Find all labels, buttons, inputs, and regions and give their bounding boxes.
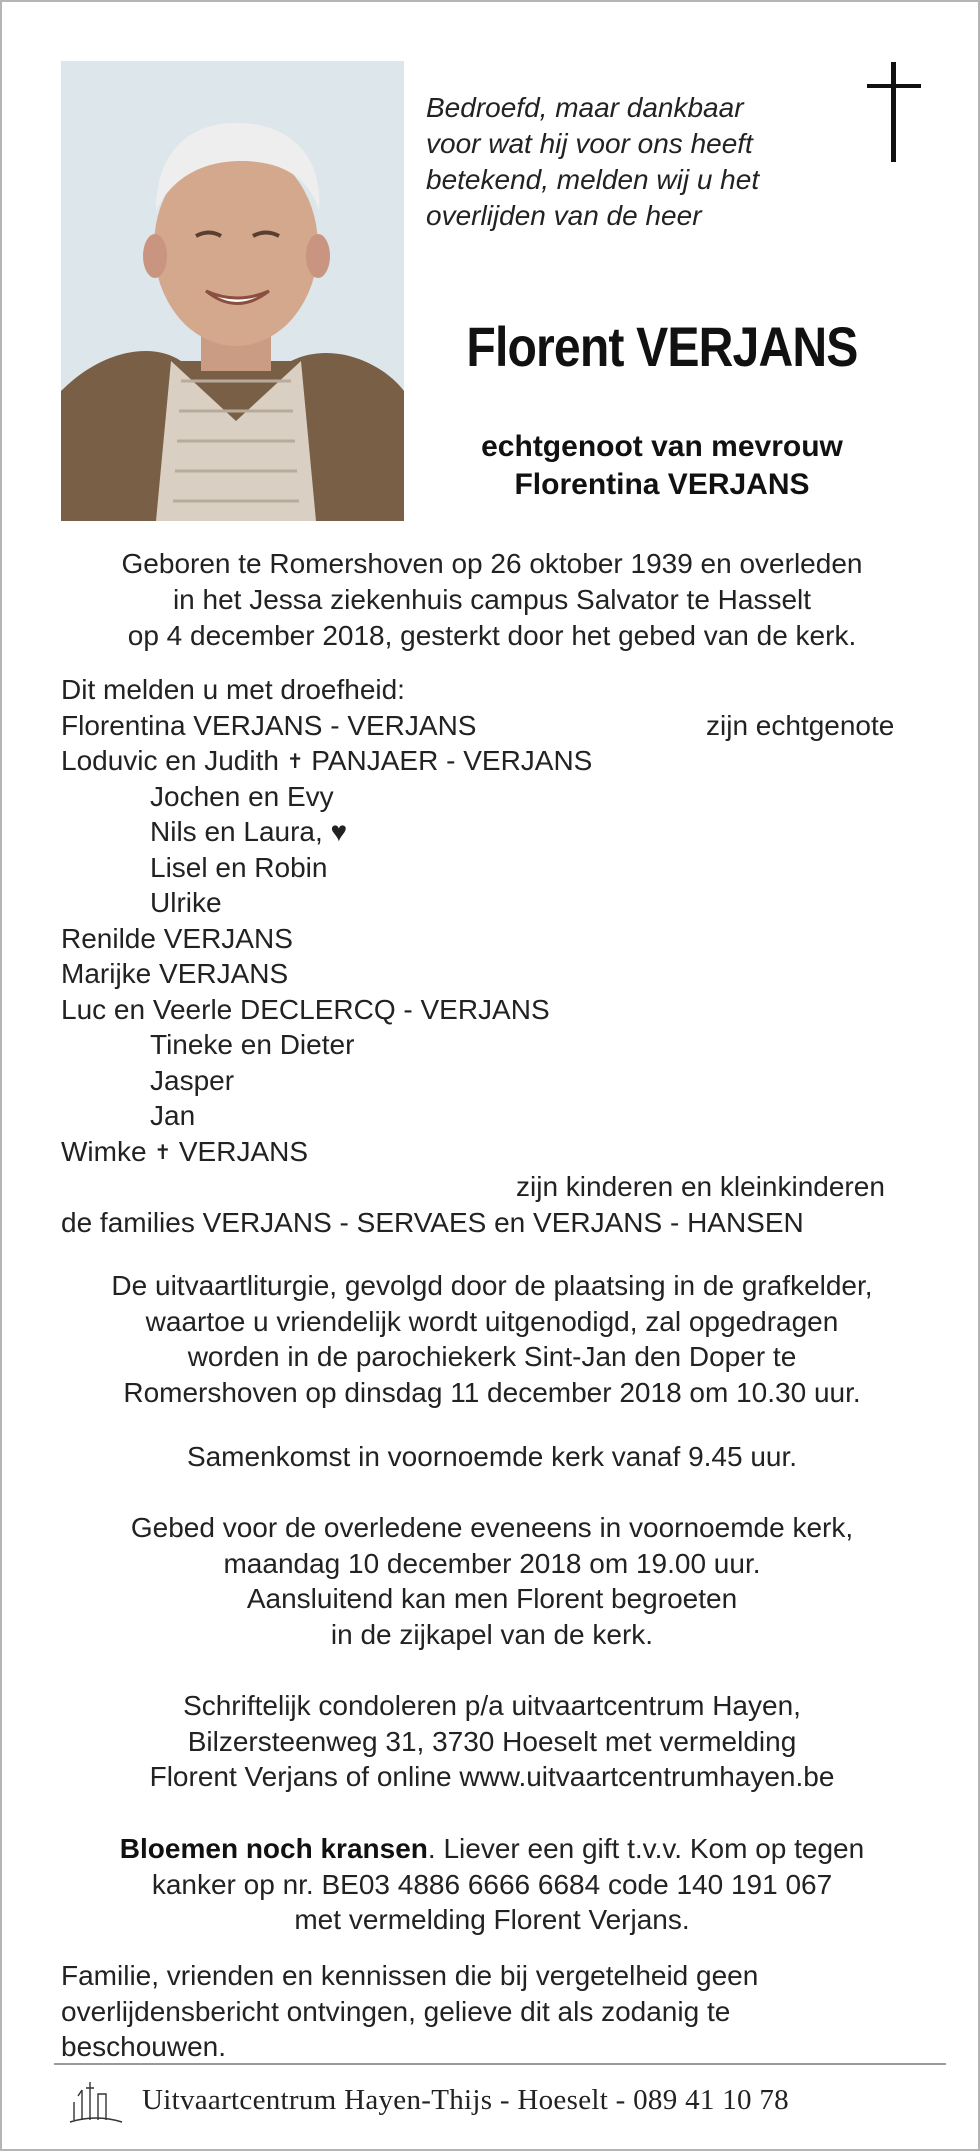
- family-row: Jochen en Evy: [150, 780, 334, 812]
- funeral-line: De uitvaartliturgie, gevolgd door de plaatsing in de grafkelder,: [111, 1270, 873, 1301]
- cross-icon: [864, 62, 924, 162]
- prayer-line: Gebed voor de overledene eveneens in voornoemde kerk,: [130, 1512, 854, 1543]
- prayer-line: in de zijkapel van de kerk.: [330, 1618, 654, 1650]
- birth-line: op 4 december 2018, gesterkt door het gebed van de kerk.: [127, 620, 857, 651]
- family-row: de families VERJANS - SERVAES en VERJANS - HANSEN: [61, 1206, 804, 1238]
- funeral-info: [42, 1268, 942, 1410]
- cross-icon: ✝: [154, 1141, 172, 1164]
- prayer-info: [42, 1510, 942, 1652]
- funeral-home-logo-icon: [66, 2076, 126, 2126]
- condolence-line: Florent Verjans of online www.uitvaartcentrumhayen.be: [149, 1761, 835, 1792]
- flowers-info: [42, 1831, 942, 1938]
- funeral-line: worden in de parochiekerk Sint-Jan den Doper te: [187, 1341, 797, 1372]
- flowers-text: . Liever een gift t.v.v. Kom op tegen: [427, 1833, 865, 1864]
- intro-line: Bedroefd, maar dankbaar: [426, 92, 744, 123]
- birth-line: in het Jessa ziekenhuis campus Salvator te Hasselt: [172, 584, 812, 615]
- family-row: Ulrike: [150, 887, 222, 918]
- flowers-heading: Bloemen noch kransen: [119, 1833, 428, 1864]
- portrait-illustration: [61, 61, 404, 521]
- family-intro: Dit melden u met droefheid:: [61, 674, 405, 705]
- gathering-info: [42, 1439, 942, 1475]
- flowers-line: kanker op nr. BE03 4886 6666 6684 code 140 191 067: [151, 1868, 833, 1900]
- deceased-name: Florent VERJANS: [466, 315, 858, 378]
- family-row: Renilde VERJANS: [61, 922, 293, 954]
- gathering-line: Samenkomst in voornoemde kerk vanaf 9.45 uur.: [186, 1441, 798, 1472]
- funeral-line: Romershoven op dinsdag 11 december 2018 om 10.30 uur.: [123, 1376, 861, 1408]
- heart-icon: ♥: [330, 816, 348, 847]
- family-row: [61, 743, 931, 779]
- intro-line: voor wat hij voor ons heeft: [426, 128, 753, 159]
- flowers-line: [42, 1831, 942, 1867]
- closing-line: Familie, vrienden en kennissen die bij vergetelheid geen: [61, 1960, 759, 1991]
- spouse-line: Florentina VERJANS: [514, 468, 810, 501]
- family-row: Marijke VERJANS: [61, 958, 289, 989]
- condolence-line: Schriftelijk condoleren p/a uitvaartcentrum Hayen,: [183, 1690, 801, 1721]
- footer-divider: [54, 2063, 946, 2065]
- intro-line: overlijden van de heer: [426, 200, 702, 231]
- closing-line: overlijdensbericht ontvingen, gelieve dit als zodanig te: [61, 1995, 731, 2027]
- family-member: VERJANS: [178, 1135, 309, 1167]
- prayer-line: maandag 10 december 2018 om 19.00 uur.: [223, 1547, 761, 1579]
- condolence-info: [42, 1688, 942, 1795]
- funeral-line: waartoe u vriendelijk wordt uitgenodigd, zal opgedragen: [145, 1305, 839, 1337]
- family-member: Nils en Laura,: [150, 816, 323, 847]
- flowers-line: met vermelding Florent Verjans.: [294, 1904, 690, 1935]
- birth-line: Geboren te Romershoven op 26 oktober 1939 en overleden: [121, 548, 863, 579]
- intro-text: [426, 90, 826, 234]
- family-member: Loduvic en Judith: [61, 745, 279, 776]
- cross-icon: ✝: [286, 751, 304, 773]
- family-member: PANJAER - VERJANS: [311, 745, 593, 776]
- birth-death-info: [42, 546, 942, 654]
- family-row: [61, 708, 931, 744]
- family-row: [61, 1169, 931, 1205]
- family-row: Jan: [150, 1100, 196, 1131]
- family-member: Wimke: [61, 1135, 147, 1167]
- family-list: [61, 672, 931, 1240]
- closing-text: [61, 1958, 931, 2065]
- family-row: Lisel en Robin: [150, 851, 328, 883]
- footer-text: Uitvaartcentrum Hayen-Thijs - Hoeselt - 089 41 10 78: [142, 2084, 789, 2116]
- family-member: Florentina VERJANS - VERJANS: [61, 709, 477, 741]
- footer: [62, 2074, 922, 2130]
- intro-line: betekend, melden wij u het: [426, 164, 760, 195]
- spouse-line: echtgenoot van mevrouw: [481, 430, 843, 463]
- family-row: Luc en Veerle DECLERCQ - VERJANS: [61, 993, 550, 1025]
- family-row: [61, 814, 931, 850]
- family-row: Tineke en Dieter: [150, 1029, 355, 1060]
- family-row: Jasper: [150, 1064, 235, 1096]
- family-role: zijn echtgenote: [706, 709, 895, 741]
- prayer-line: Aansluitend kan men Florent begroeten: [246, 1583, 738, 1614]
- closing-line: beschouwen.: [61, 2031, 227, 2062]
- family-role: zijn kinderen en kleinkinderen: [516, 1171, 885, 1202]
- portrait-photo: [61, 61, 404, 521]
- family-row: [61, 1134, 931, 1170]
- condolence-line: Bilzersteenweg 31, 3730 Hoeselt met vermelding: [187, 1725, 797, 1757]
- spouse-info: [402, 428, 922, 504]
